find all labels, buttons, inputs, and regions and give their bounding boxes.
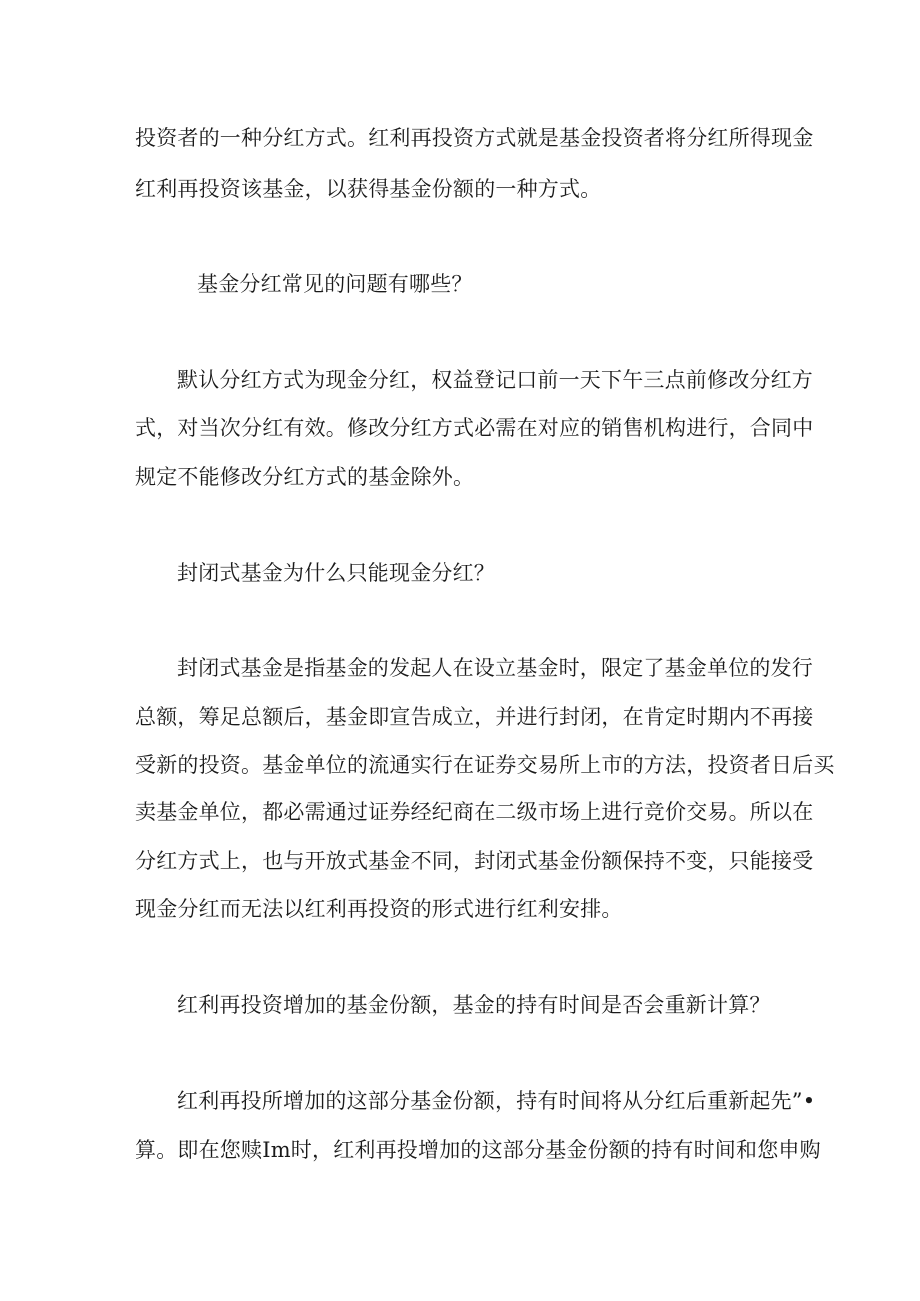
paragraph-line: 式，对当次分红有效。修改分红方式必需在对应的销售机构进行，合同中 [135, 416, 814, 440]
paragraph-line: 封闭式基金是指基金的发起人在设立基金时，限定了基金单位的发行 [177, 656, 813, 680]
paragraph-line: 默认分红方式为现金分红，权益登记口前一天下午三点前修改分红方 [177, 368, 813, 392]
question-heading: 红利再投资增加的基金份额，基金的持有时间是否会重新计算？ [177, 993, 771, 1017]
paragraph-line: 投资者的一种分红方式。红利再投资方式就是基金投资者将分红所得现金 [135, 126, 814, 150]
paragraph-line: 现金分红而无法以红利再投资的形式进行红利安排。 [135, 897, 623, 921]
paragraph-line: 规定不能修改分红方式的基金除外。 [135, 465, 475, 489]
paragraph-line: 总额，筹足总额后，基金即宣告成立，并进行封闭，在肯定时期内不再接 [135, 705, 814, 729]
paragraph-line: 受新的投资。基金单位的流通实行在证券交易所上市的方法，投资者日后买 [135, 753, 835, 777]
question-heading: 基金分红常见的问题有哪些？ [197, 272, 473, 296]
paragraph-line: 卖基金单位，都必需通过证券经纪商在二级市场上进行竞价交易。所以在 [135, 800, 814, 824]
paragraph-line: 算。即在您赎Im时，红利再投增加的这部分基金份额的持有时间和您申购 [135, 1138, 821, 1162]
paragraph-line: 红利再投资该基金，以获得基金份额的一种方式。 [135, 177, 602, 201]
paragraph-line: 红利再投所增加的这部分基金份额，持有时间将从分红后重新起先”• [177, 1089, 816, 1113]
question-heading: 封闭式基金为什么只能现金分红？ [177, 561, 495, 585]
paragraph-line: 分红方式上，也与开放式基金不同，封闭式基金份额保持不变，只能接受 [135, 849, 814, 873]
